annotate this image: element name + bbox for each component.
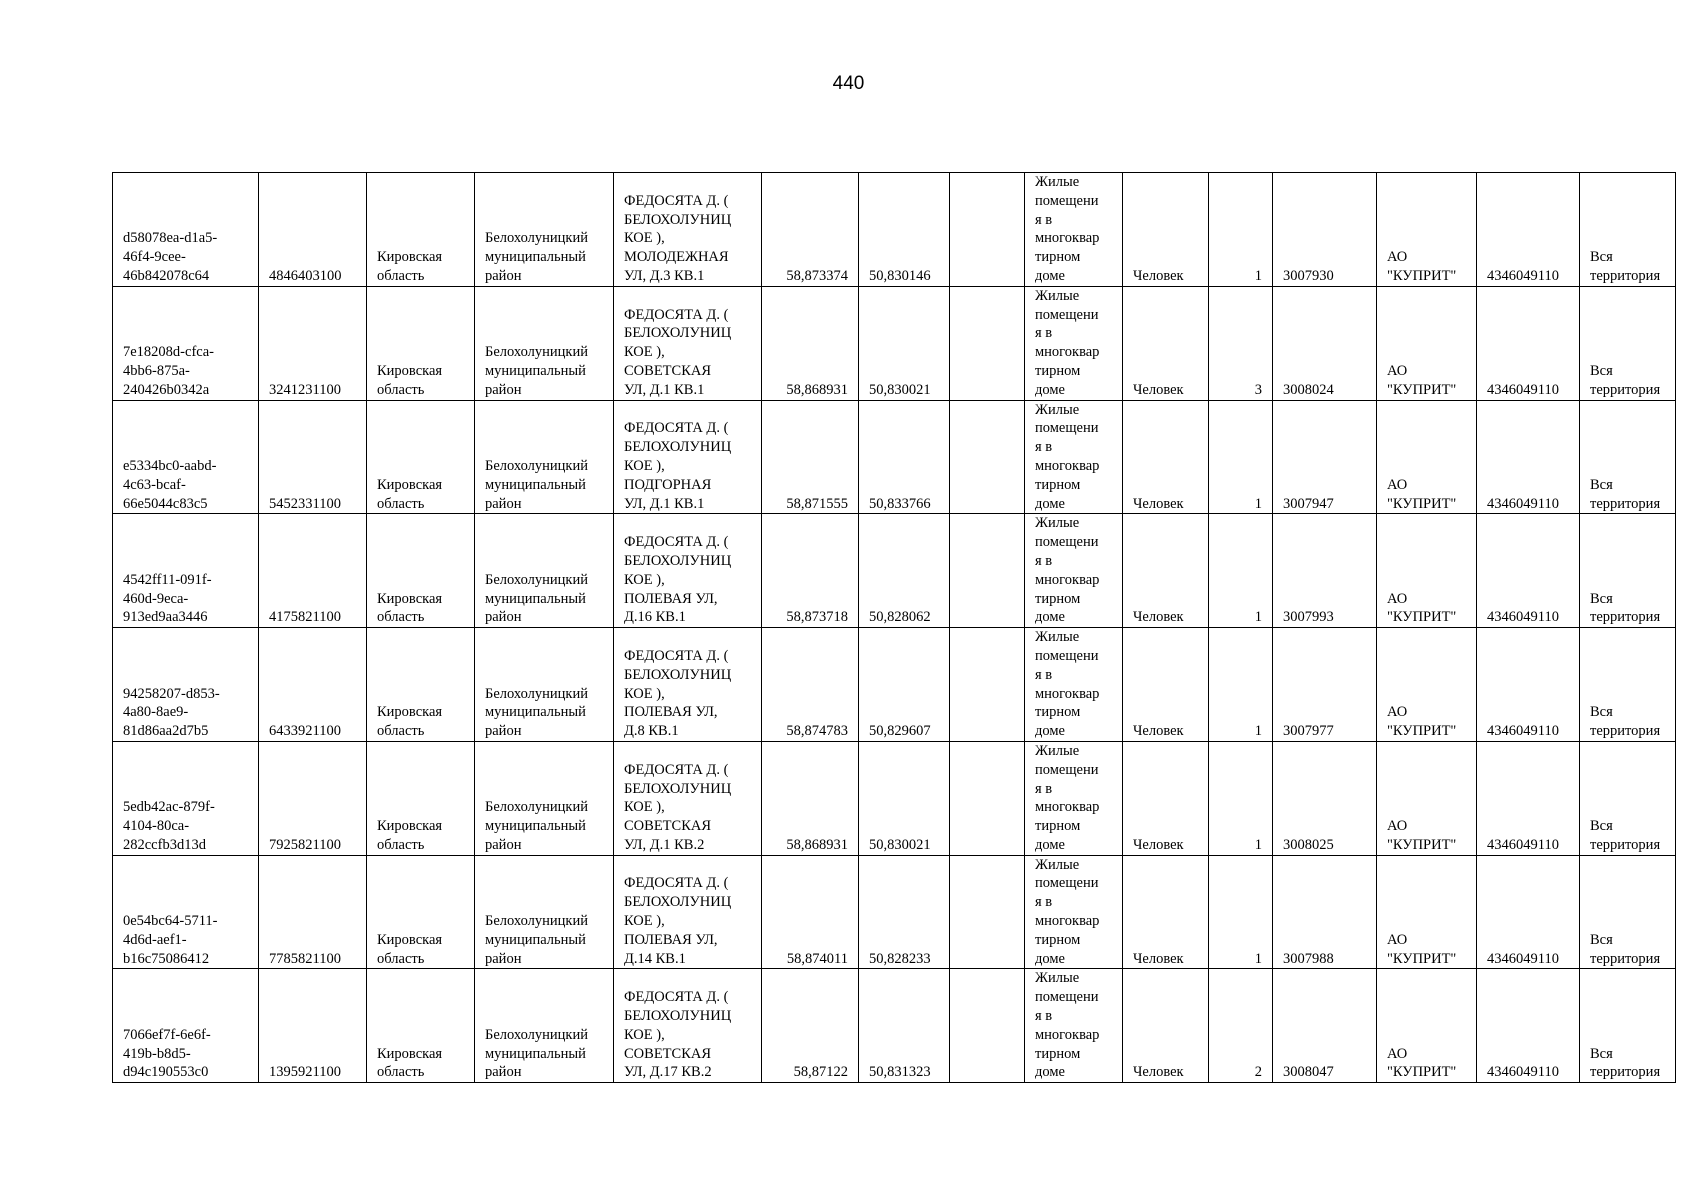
territory-cell: Вся территория xyxy=(1580,173,1676,287)
organization-cell: АО "КУПРИТ" xyxy=(1377,400,1477,514)
oktmo-cell: 7925821100 xyxy=(259,741,367,855)
quantity-cell: 1 xyxy=(1209,628,1273,742)
table-row xyxy=(113,400,1676,514)
district-cell: Белохолуницкий муниципальный район xyxy=(475,855,614,969)
code-cell: 3007988 xyxy=(1273,855,1377,969)
oktmo-cell: 4175821100 xyxy=(259,514,367,628)
object-type-cell: Жилые помещени я в многоквар тирном доме xyxy=(1025,173,1123,287)
address-cell: ФЕДОСЯТА Д. ( БЕЛОХОЛУНИЦ КОЕ ), МОЛОДЕЖНАЯ УЛ, Д.3 КВ.1 xyxy=(614,173,762,287)
object-type-cell: Жилые помещени я в многоквар тирном доме xyxy=(1025,855,1123,969)
oktmo-cell: 4846403100 xyxy=(259,173,367,287)
latitude-cell: 58,873718 xyxy=(762,514,859,628)
latitude-cell: 58,874011 xyxy=(762,855,859,969)
organization-cell: АО "КУПРИТ" xyxy=(1377,514,1477,628)
address-cell: ФЕДОСЯТА Д. ( БЕЛОХОЛУНИЦ КОЕ ), СОВЕТСКАЯ УЛ, Д.1 КВ.2 xyxy=(614,741,762,855)
inn-cell: 4346049110 xyxy=(1477,855,1580,969)
territory-cell: Вся территория xyxy=(1580,969,1676,1083)
record-id-cell: d58078ea-d1a5- 46f4-9cee- 46b842078c64 xyxy=(113,173,259,287)
inn-cell: 4346049110 xyxy=(1477,741,1580,855)
inn-cell: 4346049110 xyxy=(1477,173,1580,287)
region-cell: Кировская область xyxy=(367,400,475,514)
quantity-cell: 1 xyxy=(1209,855,1273,969)
code-cell: 3008024 xyxy=(1273,286,1377,400)
territory-cell: Вся территория xyxy=(1580,514,1676,628)
object-type-cell: Жилые помещени я в многоквар тирном доме xyxy=(1025,286,1123,400)
region-cell: Кировская область xyxy=(367,741,475,855)
district-cell: Белохолуницкий муниципальный район xyxy=(475,286,614,400)
empty-cell xyxy=(950,400,1025,514)
region-cell: Кировская область xyxy=(367,969,475,1083)
latitude-cell: 58,871555 xyxy=(762,400,859,514)
organization-cell: АО "КУПРИТ" xyxy=(1377,286,1477,400)
empty-cell xyxy=(950,969,1025,1083)
address-cell: ФЕДОСЯТА Д. ( БЕЛОХОЛУНИЦ КОЕ ), СОВЕТСКАЯ УЛ, Д.1 КВ.1 xyxy=(614,286,762,400)
record-id-cell: 5edb42ac-879f- 4104-80ca- 282ccfb3d13d xyxy=(113,741,259,855)
address-cell: ФЕДОСЯТА Д. ( БЕЛОХОЛУНИЦ КОЕ ), ПОЛЕВАЯ УЛ, Д.8 КВ.1 xyxy=(614,628,762,742)
district-cell: Белохолуницкий муниципальный район xyxy=(475,173,614,287)
code-cell: 3007977 xyxy=(1273,628,1377,742)
quantity-cell: 1 xyxy=(1209,741,1273,855)
region-cell: Кировская область xyxy=(367,286,475,400)
object-type-cell: Жилые помещени я в многоквар тирном доме xyxy=(1025,514,1123,628)
table-row xyxy=(113,855,1676,969)
oktmo-cell: 6433921100 xyxy=(259,628,367,742)
unit-cell: Человек xyxy=(1123,173,1209,287)
quantity-cell: 1 xyxy=(1209,400,1273,514)
table-row xyxy=(113,514,1676,628)
longitude-cell: 50,828062 xyxy=(859,514,950,628)
record-id-cell: 94258207-d853- 4a80-8ae9- 81d86aa2d7b5 xyxy=(113,628,259,742)
record-id-cell: 7e18208d-cfca- 4bb6-875a- 240426b0342a xyxy=(113,286,259,400)
longitude-cell: 50,829607 xyxy=(859,628,950,742)
longitude-cell: 50,830021 xyxy=(859,741,950,855)
territory-cell: Вся территория xyxy=(1580,286,1676,400)
unit-cell: Человек xyxy=(1123,628,1209,742)
table-row xyxy=(113,173,1676,287)
oktmo-cell: 7785821100 xyxy=(259,855,367,969)
quantity-cell: 1 xyxy=(1209,514,1273,628)
record-id-cell: 7066ef7f-6e6f- 419b-b8d5- d94c190553c0 xyxy=(113,969,259,1083)
code-cell: 3008047 xyxy=(1273,969,1377,1083)
organization-cell: АО "КУПРИТ" xyxy=(1377,969,1477,1083)
longitude-cell: 50,831323 xyxy=(859,969,950,1083)
unit-cell: Человек xyxy=(1123,514,1209,628)
region-cell: Кировская область xyxy=(367,514,475,628)
code-cell: 3008025 xyxy=(1273,741,1377,855)
address-cell: ФЕДОСЯТА Д. ( БЕЛОХОЛУНИЦ КОЕ ), ПОЛЕВАЯ УЛ, Д.16 КВ.1 xyxy=(614,514,762,628)
inn-cell: 4346049110 xyxy=(1477,286,1580,400)
latitude-cell: 58,868931 xyxy=(762,741,859,855)
code-cell: 3007993 xyxy=(1273,514,1377,628)
district-cell: Белохолуницкий муниципальный район xyxy=(475,514,614,628)
address-cell: ФЕДОСЯТА Д. ( БЕЛОХОЛУНИЦ КОЕ ), ПОЛЕВАЯ УЛ, Д.14 КВ.1 xyxy=(614,855,762,969)
object-type-cell: Жилые помещени я в многоквар тирном доме xyxy=(1025,969,1123,1083)
oktmo-cell: 5452331100 xyxy=(259,400,367,514)
district-cell: Белохолуницкий муниципальный район xyxy=(475,969,614,1083)
inn-cell: 4346049110 xyxy=(1477,400,1580,514)
register-table xyxy=(112,172,1676,1083)
quantity-cell: 1 xyxy=(1209,173,1273,287)
inn-cell: 4346049110 xyxy=(1477,514,1580,628)
longitude-cell: 50,830146 xyxy=(859,173,950,287)
unit-cell: Человек xyxy=(1123,400,1209,514)
unit-cell: Человек xyxy=(1123,855,1209,969)
oktmo-cell: 3241231100 xyxy=(259,286,367,400)
empty-cell xyxy=(950,286,1025,400)
unit-cell: Человек xyxy=(1123,286,1209,400)
table-row xyxy=(113,969,1676,1083)
territory-cell: Вся территория xyxy=(1580,855,1676,969)
inn-cell: 4346049110 xyxy=(1477,969,1580,1083)
oktmo-cell: 1395921100 xyxy=(259,969,367,1083)
district-cell: Белохолуницкий муниципальный район xyxy=(475,400,614,514)
address-cell: ФЕДОСЯТА Д. ( БЕЛОХОЛУНИЦ КОЕ ), ПОДГОРНАЯ УЛ, Д.1 КВ.1 xyxy=(614,400,762,514)
longitude-cell: 50,833766 xyxy=(859,400,950,514)
territory-cell: Вся территория xyxy=(1580,741,1676,855)
address-cell: ФЕДОСЯТА Д. ( БЕЛОХОЛУНИЦ КОЕ ), СОВЕТСКАЯ УЛ, Д.17 КВ.2 xyxy=(614,969,762,1083)
latitude-cell: 58,87122 xyxy=(762,969,859,1083)
organization-cell: АО "КУПРИТ" xyxy=(1377,628,1477,742)
latitude-cell: 58,873374 xyxy=(762,173,859,287)
empty-cell xyxy=(950,855,1025,969)
empty-cell xyxy=(950,514,1025,628)
district-cell: Белохолуницкий муниципальный район xyxy=(475,741,614,855)
region-cell: Кировская область xyxy=(367,628,475,742)
organization-cell: АО "КУПРИТ" xyxy=(1377,173,1477,287)
code-cell: 3007930 xyxy=(1273,173,1377,287)
table-body xyxy=(113,173,1676,1083)
page-number: 440 xyxy=(832,73,865,94)
quantity-cell: 3 xyxy=(1209,286,1273,400)
longitude-cell: 50,830021 xyxy=(859,286,950,400)
territory-cell: Вся территория xyxy=(1580,400,1676,514)
latitude-cell: 58,868931 xyxy=(762,286,859,400)
code-cell: 3007947 xyxy=(1273,400,1377,514)
empty-cell xyxy=(950,628,1025,742)
latitude-cell: 58,874783 xyxy=(762,628,859,742)
district-cell: Белохолуницкий муниципальный район xyxy=(475,628,614,742)
inn-cell: 4346049110 xyxy=(1477,628,1580,742)
empty-cell xyxy=(950,173,1025,287)
region-cell: Кировская область xyxy=(367,173,475,287)
object-type-cell: Жилые помещени я в многоквар тирном доме xyxy=(1025,628,1123,742)
record-id-cell: e5334bc0-aabd- 4c63-bcaf- 66e5044c83c5 xyxy=(113,400,259,514)
table-row xyxy=(113,741,1676,855)
quantity-cell: 2 xyxy=(1209,969,1273,1083)
object-type-cell: Жилые помещени я в многоквар тирном доме xyxy=(1025,400,1123,514)
unit-cell: Человек xyxy=(1123,741,1209,855)
record-id-cell: 0e54bc64-5711- 4d6d-aef1- b16c75086412 xyxy=(113,855,259,969)
territory-cell: Вся территория xyxy=(1580,628,1676,742)
record-id-cell: 4542ff11-091f- 460d-9eca- 913ed9aa3446 xyxy=(113,514,259,628)
longitude-cell: 50,828233 xyxy=(859,855,950,969)
table-row xyxy=(113,286,1676,400)
organization-cell: АО "КУПРИТ" xyxy=(1377,741,1477,855)
region-cell: Кировская область xyxy=(367,855,475,969)
empty-cell xyxy=(950,741,1025,855)
object-type-cell: Жилые помещени я в многоквар тирном доме xyxy=(1025,741,1123,855)
unit-cell: Человек xyxy=(1123,969,1209,1083)
organization-cell: АО "КУПРИТ" xyxy=(1377,855,1477,969)
table-row xyxy=(113,628,1676,742)
